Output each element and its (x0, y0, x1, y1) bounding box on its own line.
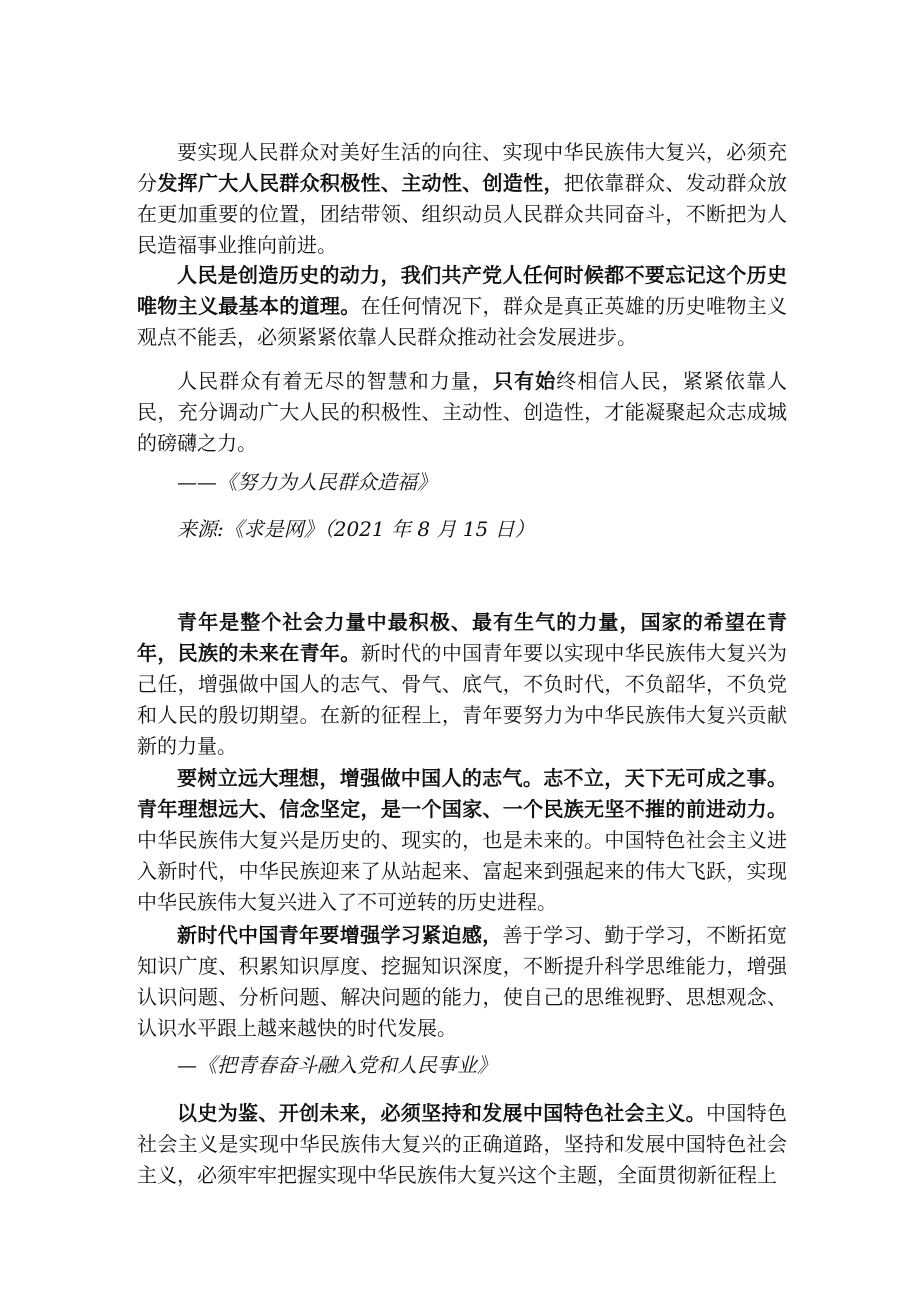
attribution: —《把青春奋斗融入党和人民事业》 (177, 1053, 497, 1077)
paragraph-text: 中华民族伟大复兴是历史的、现实的，也是未来的。中国特色社会主义进入新时代，中华民族迎来了从站起来、富起来到强起来的伟大飞跃，实现中华民族伟大复兴进入了不可逆转的历史进程。 (137, 828, 787, 914)
paragraph (137, 366, 787, 459)
paragraph-text: 在任何情况下，群众是真正英雄的历史唯物主义观点不能丢，必须紧紧依靠人民群众推动社会发展进步。 (137, 294, 788, 349)
paragraph-bold-text: 要树立远大理想，增强做中国人的志气。志不立，天下无可成之事。青年理想远大、信念坚定，是一个国家、一个民族无坚不摧的前进动力。 (137, 766, 787, 821)
paragraph-text: 把依靠群众、发动群众放在更加重要的位置，团结带领、组织动员人民群众共同奋斗，不断把为人民造福事业推向前进。 (137, 171, 788, 257)
paragraph (137, 137, 787, 261)
paragraph-text: 中国特色社会主义是实现中华民族伟大复兴的正确道路，坚持和发展中国特色社会主义，必须牢牢把握实现中华民族伟大复兴这个主题，全面贯彻新征程上 (137, 1101, 788, 1187)
attribution: ——《努力为人民群众造福》 (177, 470, 437, 494)
paragraph-text: 人民群众有着无尽的智慧和力量， (177, 369, 494, 393)
paragraph-text: 要实现人民群众对美好生活的向往、实现中华民族伟大复兴，必须充分 (137, 140, 787, 195)
paragraph (137, 763, 787, 918)
paragraph-text: 善于学习、勤于学习，不断拓宽知识广度、积累知识厚度、挖掘知识深度，不断提升科学思维能力，增强认识问题、分析问题、解决问题的能力，使自己的思维视野、思想观念、认识水平跟上越来越快的时代发展。 (137, 923, 788, 1040)
paragraph (137, 1098, 787, 1191)
paragraph (137, 260, 787, 353)
paragraph (137, 920, 787, 1044)
paragraph-bold-text: 人民是创造历史的动力，我们共产党人任何时候都不要忘记这个历史唯物主义最基本的道理。 (137, 263, 787, 318)
paragraph (137, 607, 787, 762)
paragraph-bold-text: 青年是整个社会力量中最积极、最有生气的力量，国家的希望在青年，民族的未来在青年。 (137, 610, 787, 665)
source-line: 来源:《求是网》（2021 年 8 月 15 日） (177, 517, 535, 541)
paragraph-bold-text: 发挥广大人民群众积极性、主动性、创造性， (157, 171, 564, 195)
paragraph-text: 终相信人民，紧紧依靠人民，充分调动广大人民的积极性、主动性、创造性，才能凝聚起众志成城的磅礴之力。 (137, 369, 788, 455)
paragraph-bold-text: 新时代中国青年要增强学习紧迫感， (177, 923, 503, 947)
paragraph-bold-text: 以史为鉴、开创未来，必须坚持和发展中国特色社会主义。 (177, 1101, 706, 1125)
paragraph-bold-text: 只有始 (493, 369, 557, 393)
paragraph-text: 新时代的中国青年要以实现中华民族伟大复兴为己任，增强做中国人的志气、骨气、底气，不负时代，不负韶华，不负党和人民的殷切期望。在新的征程上，青年要努力为中华民族伟大复兴贡献新的力量。 (137, 641, 788, 758)
